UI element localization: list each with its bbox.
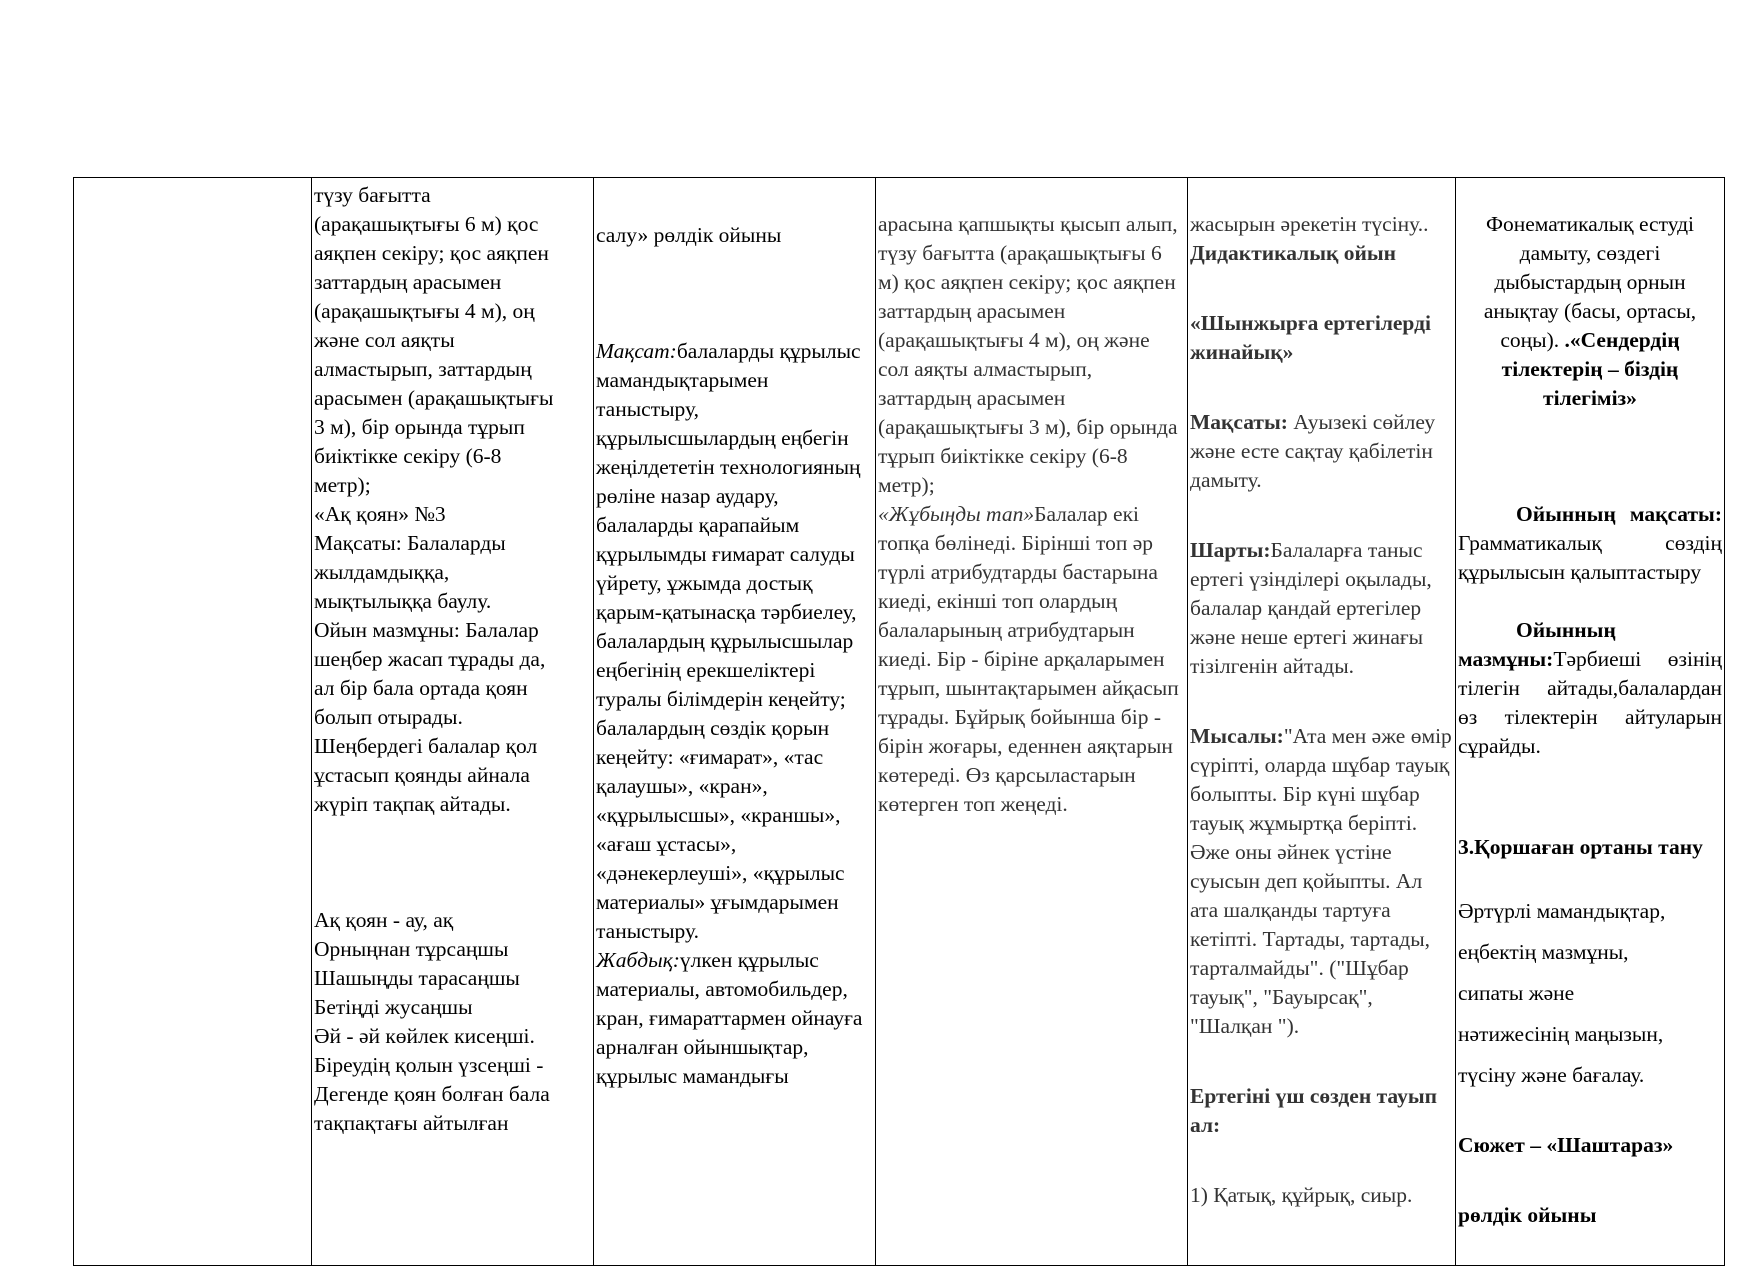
text-line: «Ақ қоян» №3 xyxy=(314,502,446,526)
cell-role-game xyxy=(594,178,876,1266)
table-row xyxy=(74,178,1725,1266)
role-game-block xyxy=(594,178,875,1120)
text-line: жүріп тақпақ айтады. xyxy=(314,792,511,816)
text-line: 3 м), бір орында тұрып xyxy=(314,415,525,439)
example-text: "Ата мен әже өмір сүріпті, оларда шұбар тауық болыпты. Бір күні шұбар тауық жұмыртқа беріпті. Әже оны әйнек үстіне суысын деп қойыпты. Ал ата шалқанды тартуға кетіпті. Тартады, тартады, тарталмайды". ("Шұбар тауық", "Бауырсақ", "Шалқан "). xyxy=(1190,724,1452,1038)
text-line: Ойын мазмұны: Балалар xyxy=(314,618,539,642)
text-line: биіктікке секіру (6-8 xyxy=(314,444,502,468)
poem-line: Әй - әй көйлек кисеңші. xyxy=(314,1024,535,1048)
equipment-label: Жабдық: xyxy=(596,948,680,972)
didactic-label: Дидактикалық ойын xyxy=(1190,241,1397,265)
equipment-text: үлкен құрылыс материалы, автомобильдер, кран, ғимараттармен ойнауға арналған ойыншықтар, құрылыс мамандығы xyxy=(596,948,863,1088)
poem-text xyxy=(314,906,591,1138)
text-line: алмастырып, заттардың xyxy=(314,357,532,381)
goal-label: Мақсат: xyxy=(596,339,677,363)
pair-game-text: Балалар екі топқа бөлінеді. Бірінші топ әр түрлі атрибудтарды бастарына киеді, екінші топ олардың балаларының атрибудтарын киеді. Бір - біріне арқаларымен тұрып, шынтақтарымен айқасып тұрады. Бұйрық бойынша бір - бірін жоғары, еденнен аяқтарын көтереді. Өз қарсыластарын көтерген топ жеңеді. xyxy=(878,502,1179,816)
poem-block xyxy=(312,819,593,1167)
cell-speech-game xyxy=(1456,178,1725,1266)
text-line: Шеңбердегі балалар қол xyxy=(314,734,538,758)
text-line: ұстасып қоянды айнала xyxy=(314,763,530,787)
section-line: Әртүрлі мамандықтар, xyxy=(1458,899,1666,923)
didactic-example xyxy=(1190,722,1453,1041)
intro-text: жасырын әрекетін түсіну.. xyxy=(1190,212,1429,236)
didactic-game-title: «Шынжырға ертегілерді жинайық» xyxy=(1190,311,1431,364)
equipment xyxy=(596,946,873,1091)
section-line: түсіну және бағалау. xyxy=(1458,1063,1645,1087)
jump-exercise-text: арасына қапшықты қысып алып, түзу бағытта (арақашықтығы 6 м) қос аяқпен секіру; қос аяқпен заттардың арасымен (арақашықтығы 4 м), оң және сол аяқты алмастырып, заттардың арасымен (арақашықтығы 3 м), бір орында тұрып биіктікке секіру (6-8 метр); xyxy=(878,212,1178,497)
example-label: Мысалы: xyxy=(1190,724,1284,748)
pair-game xyxy=(878,500,1185,819)
find-label: Ертегіні үш сөзден тауып ал: xyxy=(1190,1084,1437,1137)
poem-line: Орныңнан тұрсаңшы xyxy=(314,937,509,961)
plan-table xyxy=(73,177,1725,1266)
didactic-goal xyxy=(1190,408,1453,495)
plot-sub: рөлдік ойыны xyxy=(1458,1203,1597,1227)
text-line: мықтылыққа баулу. xyxy=(314,589,492,613)
text-line: болып отырады. xyxy=(314,705,463,729)
text-line: (арақашықтығы 6 м) қос xyxy=(314,212,539,236)
goal-label: Мақсаты: xyxy=(1190,410,1288,434)
content-label: Ойынның мазмұны: xyxy=(1458,618,1616,671)
cell-didactic-game xyxy=(1188,178,1456,1266)
wish-game-content xyxy=(1458,616,1722,761)
poem-line: Ақ қоян - ау, ақ xyxy=(314,908,454,932)
goal-label: Ойынның мақсаты: xyxy=(1516,502,1722,526)
poem-line: Біреудің қолын үзсеңші - xyxy=(314,1053,544,1077)
section-line: еңбектің мазмұны, xyxy=(1458,940,1629,964)
text-line: ал бір бала ортада қоян xyxy=(314,676,528,700)
text-line: шеңбер жасап тұрады да, xyxy=(314,647,546,671)
poem-line: Дегенде қоян болған бала xyxy=(314,1082,550,1106)
pair-game-block xyxy=(876,178,1187,848)
text-line: (арақашықтығы 4 м), оң xyxy=(314,299,535,323)
poem-line: Бетіңді жусаңшы xyxy=(314,995,473,1019)
section-line: сипаты және xyxy=(1458,981,1575,1005)
plot-label: Сюжет – «Шаштараз» xyxy=(1458,1133,1674,1157)
text-line: және сол аяқты xyxy=(314,328,455,352)
didactic-intro xyxy=(1190,210,1453,268)
text-line: арасымен (арақашықтығы xyxy=(314,386,554,410)
wish-game-goal xyxy=(1458,500,1722,587)
rule-label: Шарты: xyxy=(1190,538,1271,562)
text-line: Мақсаты: Балаларды xyxy=(314,531,506,555)
section-text xyxy=(1458,891,1722,1096)
goal-text: Ауызекі сөйлеу және есте сақтау қабілетін дамыту. xyxy=(1190,410,1436,492)
text-line: заттардың арасымен xyxy=(314,270,502,294)
text-line: жылдамдыққа, xyxy=(314,560,450,584)
goal-text: Грамматикалық сөздің құрылысын қалыптастыру xyxy=(1458,531,1722,584)
cell-physical-game xyxy=(312,178,594,1266)
section-line: нәтижесінің маңызын, xyxy=(1458,1022,1664,1046)
empty-cell xyxy=(74,178,312,1266)
section-title: 3.Қоршаған ортаны тану xyxy=(1458,835,1703,859)
wish-game-title: .«Сендердің тілектерің – біздің тілегіміз» xyxy=(1501,328,1680,410)
role-game-title: салу» рөлдік ойыны xyxy=(596,223,782,247)
poem-line: Шашыңды тарасаңшы xyxy=(314,966,520,990)
rule-text: Балаларға таныс ертегі үзінділері оқылады, балалар қандай ертегілер және неше ертегі жинағы тізілгенін айтады. xyxy=(1190,538,1432,678)
physical-game-text xyxy=(312,178,593,819)
speech-intro xyxy=(1458,210,1722,413)
text-line: метр); xyxy=(314,473,371,497)
item-1: 1) Қатық, құйрық, сиыр. xyxy=(1190,1183,1413,1207)
text-line: түзу бағытта xyxy=(314,183,431,207)
text-line: аяқпен секіру; қос аяқпен xyxy=(314,241,549,265)
pair-game-title: «Жұбыңды тап» xyxy=(878,502,1035,526)
didactic-game-block xyxy=(1188,178,1455,1251)
intro-text: Фонематикалық естуді дамыту, сөздегі дыбыстардың орнын анықтау (басы, ортасы, соңы). xyxy=(1483,212,1697,352)
content-text: Тәрбиеші өзінің тілегін айтады,балалардан өз тілектерін айтуларын сұрайды. xyxy=(1458,647,1722,758)
didactic-rule xyxy=(1190,536,1453,681)
cell-pair-game xyxy=(876,178,1188,1266)
poem-line: тақпақтағы айтылған xyxy=(314,1111,509,1135)
goal-text: балаларды құрылыс мамандықтарымен таныстыру, құрылысшылардың еңбегін жеңілдететін технологияның рөліне назар аудару, балаларды қарапайым құрылымды ғимарат салуды үйрету, ұжымда достық қарым-қатынасқа тәрбиелеу, балалардың құрылысшылар еңбегінің ерекшеліктері туралы білімдерін кеңейту; балалардың сөздік қорын кеңейту: «ғимарат», «тас қалаушы», «кран», «құрылысшы», «краншы», «ағаш ұстасы», «дәнекерлеуші», «құрылыс материалы» ұғымдарымен таныстыру. xyxy=(596,339,861,943)
speech-game-block xyxy=(1456,178,1724,1265)
